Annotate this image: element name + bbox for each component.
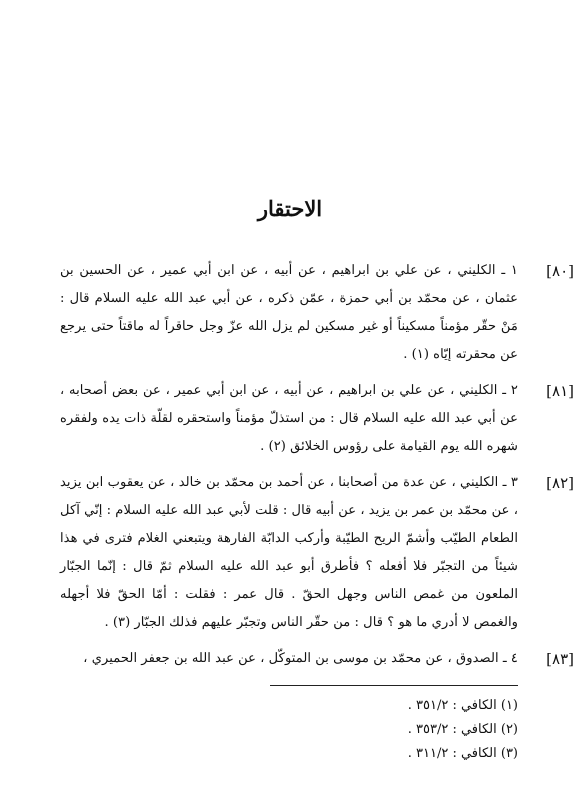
footnotes xyxy=(218,694,518,766)
hadith-entry xyxy=(60,377,574,461)
hadith-number: [٨٠] xyxy=(546,262,574,280)
footnote: (٣) الكافي : ٣١١/٢ . xyxy=(407,746,518,761)
chapter-title: الاحتقار xyxy=(257,196,323,221)
hadith-number: [٨٣] xyxy=(546,650,574,668)
hadith-number: [٨٢] xyxy=(546,474,574,492)
hadith-entry xyxy=(60,469,574,637)
hadith-text: ٢ ـ الكليني ، عن علي بن ابراهيم ، عن أبيه ، عن ابن أبي عمير ، عن بعض أصحابه ، عن أبي عبد الله عليه السلام قال : من استذلّ مؤمناً واستحقره لقلّة ذات يده ولفقره شهره الله يوم القيامة على رؤوس الخلائق (٢) . xyxy=(60,383,518,454)
footnote: (١) الكافي : ٣٥١/٢ . xyxy=(407,698,518,713)
hadith-text: ٣ ـ الكليني ، عن عدة من أصحابنا ، عن أحمد بن محمّد بن خالد ، عن يعقوب ابن يزيد ، عن محمّد بن عمر بن يزيد ، عن أبيه قال : قلت لأبي عبد الله عليه السلام : إنّي آكل الطعام الطيّب وأشمّ الريح الطيّبة وأركب الدابّة الفارهة ويتبعني الغلام فترى في هذا شيئاً من التجبّر فلا أفعله ؟ فأطرق أبو عبد الله عليه السلام ثمّ قال : إنّما الجبّار الملعون من غمص الناس وجهل الحقّ . قال عمر : فقلت : أمّا الحقّ فلا أجهله والغمص لا أدري ما هو ؟ قال : من حقّر الناس وتجبّر عليهم فذلك الجبّار (٣) . xyxy=(60,475,518,630)
hadith-list xyxy=(60,257,574,681)
hadith-text: ٤ ـ الصدوق ، عن محمّد بن موسى بن المتوكّل ، عن عبد الله بن جعفر الحميري ، xyxy=(83,651,518,666)
hadith-text: ١ ـ الكليني ، عن علي بن ابراهيم ، عن أبيه ، عن ابن أبي عمير ، عن الحسين بن عثمان ، عن محمّد بن أبي حمزة ، عمّن ذكره ، عن أبي عبد الله عليه السلام قال : مَنْ حقّر مؤمناً مسكيناً أو غير مسكين لم يزل الله عزّ وجل حاقراً له ماقتاً حتى يرجع عن محقرته إيّاه (١) . xyxy=(60,263,518,362)
hadith-number: [٨١] xyxy=(546,382,574,400)
footnote-divider xyxy=(270,685,518,686)
hadith-entry xyxy=(60,257,574,369)
hadith-entry xyxy=(60,645,574,673)
footnote: (٢) الكافي : ٣٥٣/٢ . xyxy=(407,722,518,737)
